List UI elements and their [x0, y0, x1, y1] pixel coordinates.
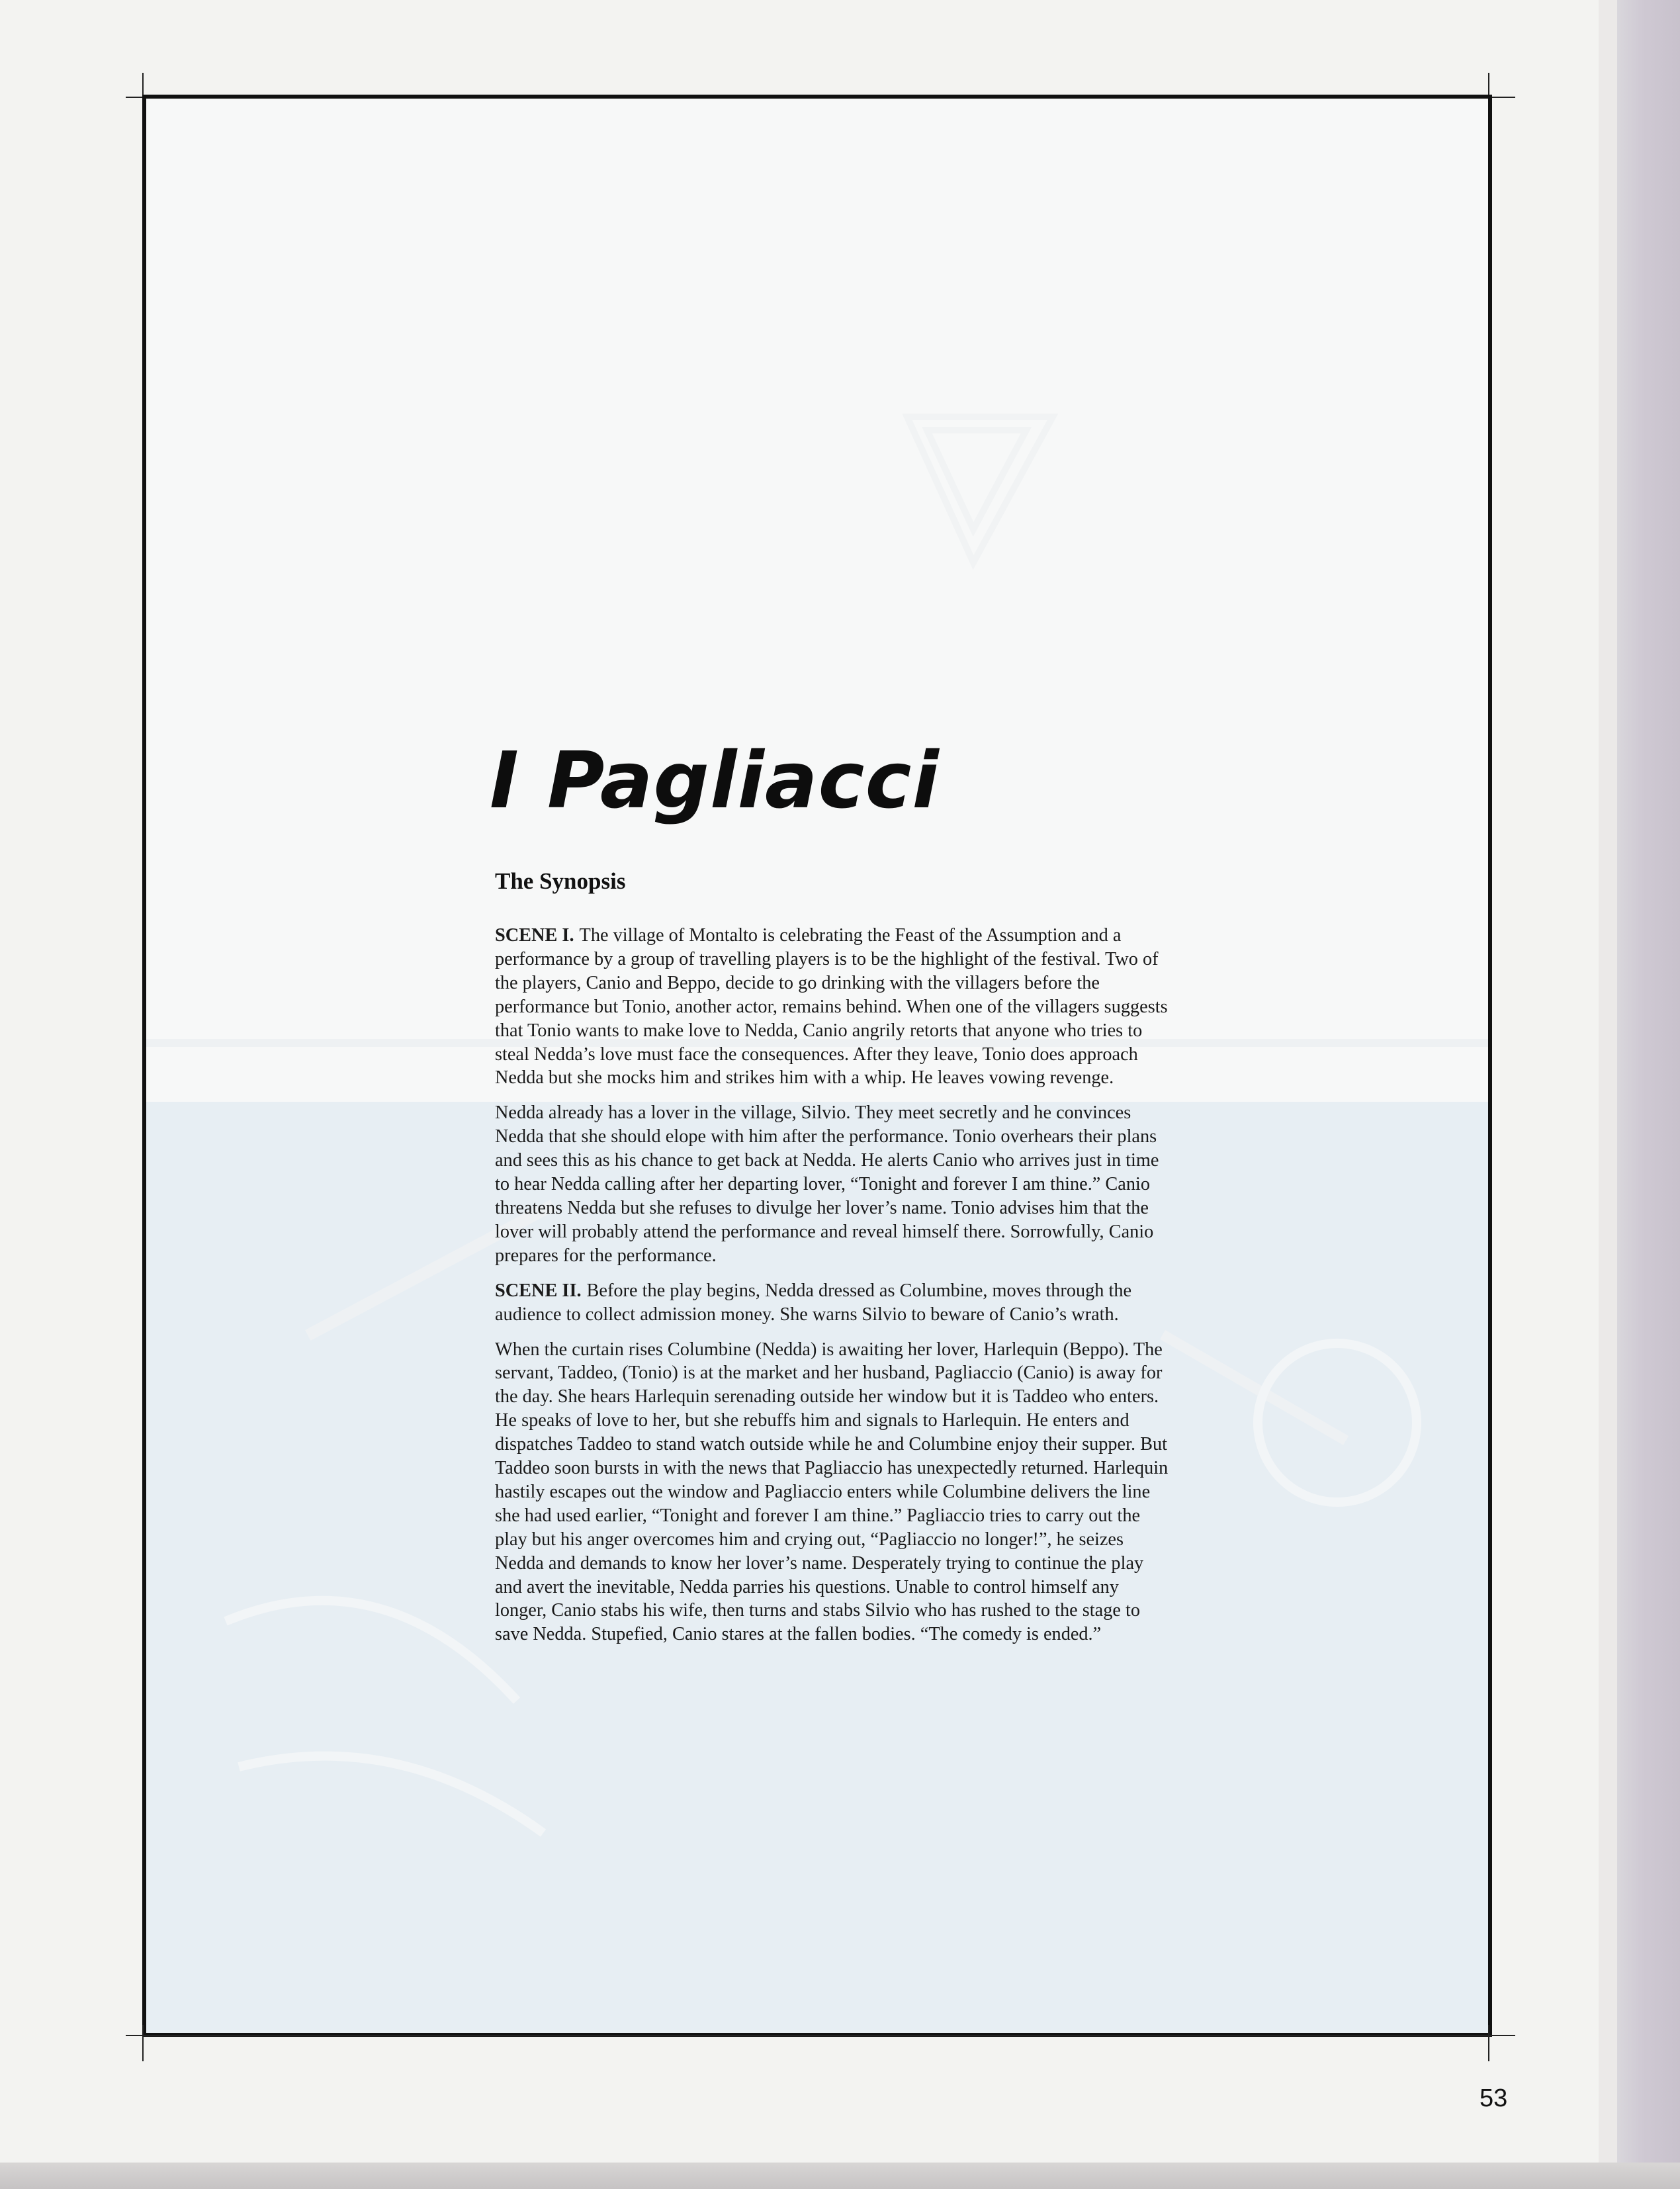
page-number: 53 — [1480, 2084, 1508, 2112]
paragraph-scene-1-continued — [495, 1101, 1170, 1267]
frame-left-tick-bottom — [142, 2025, 144, 2061]
paragraph-text: When the curtain rises Columbine (Nedda) is awaiting her lover, Harlequin (Beppo). The servant, Taddeo, (Tonio) is at the market and her husband, Pagliaccio (Canio) is away for the day. She hears Harlequin serenading outside her window but it is Taddeo who enters. He speaks of love to her, but she rebuffs him and signals to Harlequin. He enters and dispatches Taddeo to stand watch outside while he and Columbine enjoy their supper. But Taddeo soon bursts in with the news that Pagliaccio has unexpectedly returned. Harlequin hastily escapes out the window and Pagliaccio enters while Columbine delivers the line she had used earlier, “Tonight and forever I am thine.” Pagliaccio tries to carry out the play but his anger overcomes him and crying out, “Pagliaccio no longer!”, he seizes Nedda and demands to know her lover’s name. Desperately trying to continue the play and avert the inevitable, Nedda parries his questions. Unable to control himself any longer, Canio stabs his wife, then turns and stabs Silvio who has rushed to the stage to save Nedda. Stupefied, Canio stares at the fallen bodies. “The comedy is ended.” — [495, 1339, 1169, 1645]
frame-top-rule — [142, 95, 1492, 99]
paragraph-scene-1 — [495, 924, 1170, 1090]
frame-bottom-rule-outer — [126, 2035, 1515, 2036]
page-bottom-edge — [0, 2163, 1680, 2189]
paragraph-text: Nedda already has a lover in the village, Silvio. They meet secretly and he convinces Nedda that she should elope with him after the performance. Tonio overhears their plans and sees this as his chance to get back at Nedda. He alerts Canio who arrives just in time to hear Nedda calling after her departing lover, “Tonight and forever I am thine.” Canio threatens Nedda but she refuses to divulge her lover’s name. Tonio advises him that the lover will probably attend the performance and reveal himself there. Sorrowfully, Canio prepares for the performance. — [495, 1102, 1159, 1266]
frame-right-rule — [1488, 95, 1492, 2037]
frame-left-rule — [142, 95, 146, 2037]
page-inner-edge — [1599, 0, 1617, 2189]
scene-label: SCENE I. — [495, 925, 574, 946]
paragraph-text: Before the play begins, Nedda dressed as Columbine, moves through the audience to collect admission money. She warns Silvio to beware of Canio’s wrath. — [495, 1280, 1132, 1325]
paragraph-text: The village of Montalto is celebrating the Feast of the Assumption and a performance by a group of travelling players is to be the highlight of the festival. Two of the players, Canio and Beppo, decide to go drinking with the villagers before the performance but Tonio, another actor, remains behind. When one of the villagers suggests that Tonio wants to make love to Nedda, Canio angrily retorts that anyone who tries to steal Nedda’s love must face the consequences. After they leave, Tonio does approach Nedda but she mocks him and strikes him with a whip. He leaves vowing revenge. — [495, 925, 1168, 1089]
frame-right-tick-bottom — [1488, 2025, 1489, 2061]
page-title: I Pagliacci — [490, 735, 940, 826]
scene-label: SCENE II. — [495, 1280, 582, 1301]
paragraph-scene-2-continued — [495, 1338, 1170, 1647]
paragraph-scene-2 — [495, 1279, 1170, 1327]
section-subtitle: The Synopsis — [495, 868, 626, 894]
synopsis-body — [495, 924, 1170, 1658]
page-edge-shadow — [1617, 0, 1680, 2189]
